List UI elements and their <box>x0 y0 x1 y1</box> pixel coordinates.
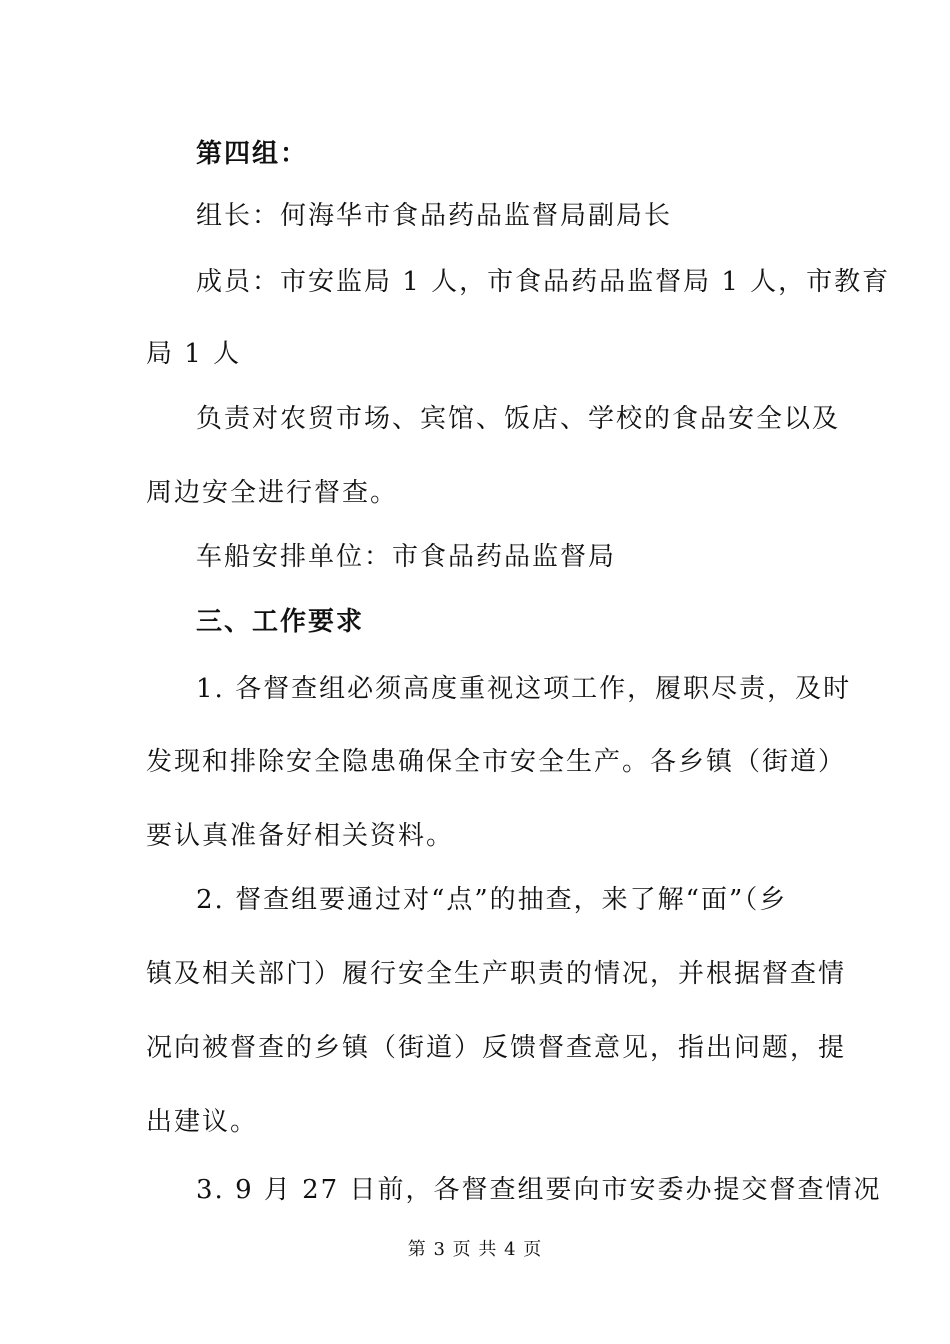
paragraph-line: 车船安排单位：市食品药品监督局 <box>196 542 617 572</box>
paragraph-line: 发现和排除安全隐患确保全市安全生产。各乡镇（街道） <box>146 747 847 777</box>
paragraph-line: 2. 督查组要通过对“点”的抽查，来了解“面”（乡 <box>196 885 788 915</box>
paragraph-line: 周边安全进行督查。 <box>146 478 399 508</box>
paragraph-line: 组长：何海华市食品药品监督局副局长 <box>196 201 673 231</box>
paragraph-line: 1. 各督查组必须高度重视这项工作，履职尽责，及时 <box>196 674 852 704</box>
paragraph-line: 局 1 人 <box>146 339 242 369</box>
page-footer: 第 3 页 共 4 页 <box>407 1239 543 1260</box>
paragraph-line: 出建议。 <box>146 1107 259 1137</box>
group-heading: 第四组： <box>196 139 309 169</box>
paragraph-line: 要认真准备好相关资料。 <box>146 821 455 851</box>
paragraph-line: 成员：市安监局 1 人，市食品药品监督局 1 人，市教育 <box>196 267 891 297</box>
paragraph-line: 况向被督查的乡镇（街道）反馈督查意见，指出问题，提 <box>146 1033 847 1063</box>
paragraph-line: 负责对农贸市场、宾馆、饭店、学校的食品安全以及 <box>196 404 841 434</box>
paragraph-line: 3. 9 月 27 日前，各督查组要向市安委办提交督查情况 <box>196 1175 882 1205</box>
paragraph-line: 镇及相关部门）履行安全生产职责的情况，并根据督查情 <box>146 959 847 989</box>
section-heading: 三、工作要求 <box>196 607 365 637</box>
